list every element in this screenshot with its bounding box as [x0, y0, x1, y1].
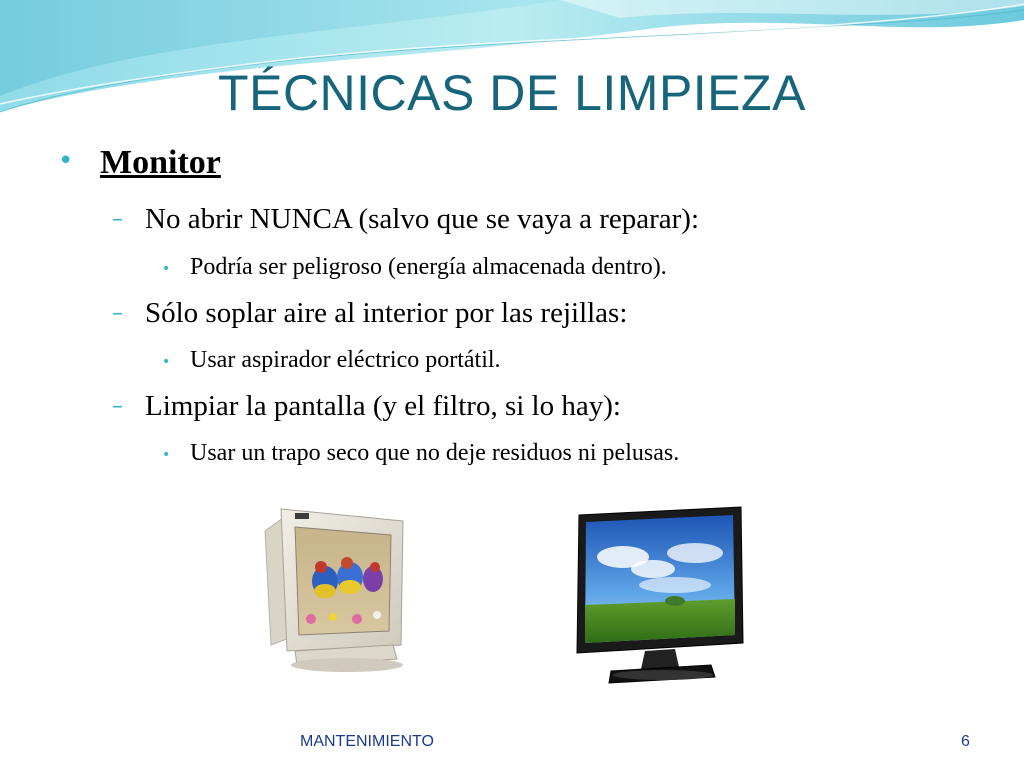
dash-icon: –	[112, 207, 123, 232]
bullet-icon: •	[162, 261, 171, 277]
dash-icon: –	[112, 394, 123, 419]
sub-list-item-label: Usar un trapo seco que no deje residuos ni pelusas.	[190, 440, 680, 466]
sub-list-item-label: Usar aspirador eléctrico portátil.	[190, 347, 501, 373]
crt-monitor-image	[237, 495, 423, 685]
list-item-label: No abrir NUNCA (salvo que se vaya a reparar):	[145, 203, 700, 235]
dash-icon: –	[112, 301, 123, 326]
bullet-icon: •	[162, 354, 171, 370]
bullet-icon: •	[162, 447, 171, 463]
list-item-label: Sólo soplar aire al interior por las rejillas:	[145, 297, 628, 329]
page-number: 6	[961, 733, 970, 750]
footer-text: MANTENIMIENTO	[300, 733, 434, 750]
heading-monitor: Monitor	[100, 144, 221, 181]
sub-list-item-label: Podría ser peligroso (energía almacenada dentro).	[190, 254, 667, 280]
list-item-label: Limpiar la pantalla (y el filtro, si lo hay):	[145, 390, 621, 422]
bullet-icon: •	[58, 146, 74, 176]
slide-title: TÉCNICAS DE LIMPIEZA	[218, 65, 806, 121]
lcd-monitor-image	[575, 495, 746, 690]
